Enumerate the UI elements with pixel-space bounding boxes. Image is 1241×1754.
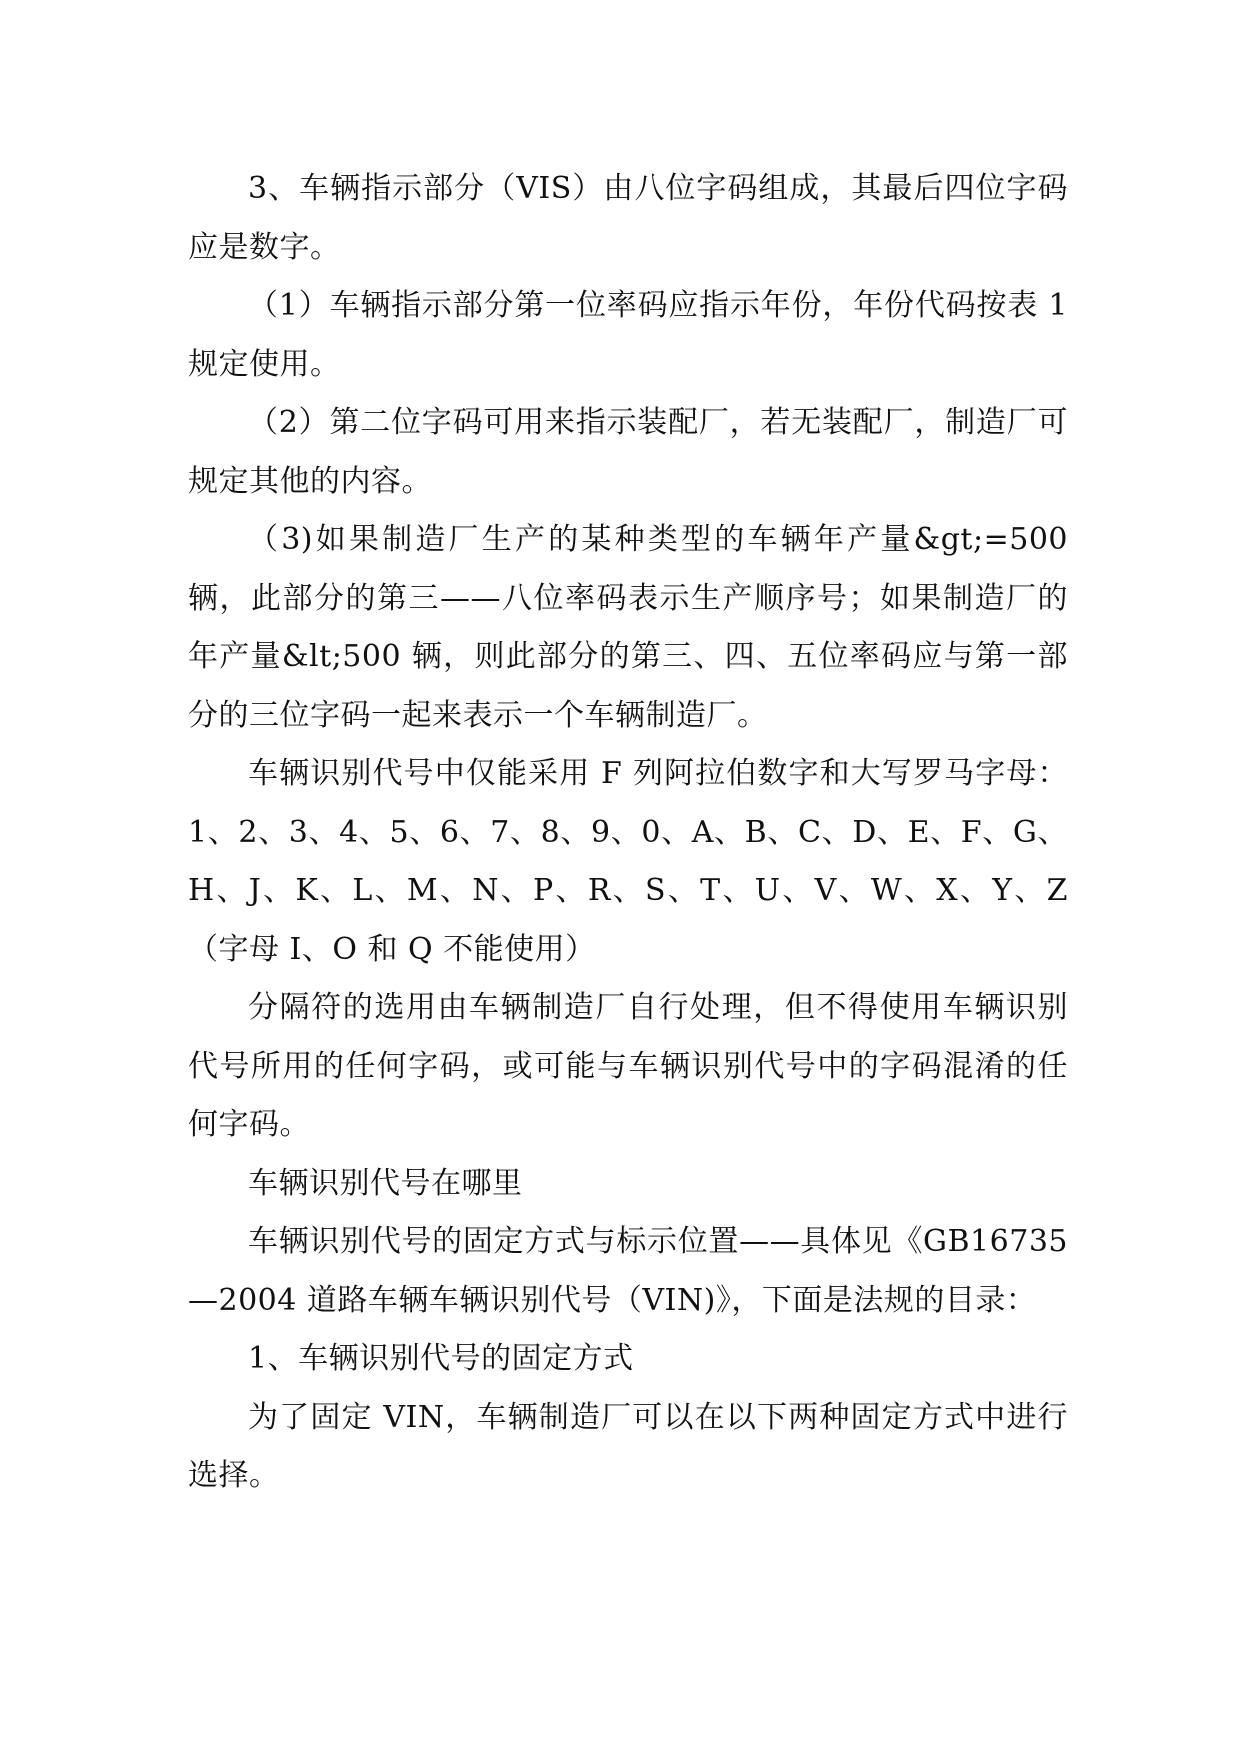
- paragraph-allowed-characters: 车辆识别代号中仅能采用 F 列阿拉伯数字和大写罗马字母：1、2、3、4、5、6、7、8、9、0、A、B、C、D、E、F、G、H、J、K、L、M、N、P、R、S、T、U、V、W、X、Y、Z（字母 I、O 和 Q 不能使用）: [188, 756, 1068, 967]
- section-heading-vin-location: 车辆识别代号在哪里: [248, 1165, 523, 1201]
- paragraph-fixing-options: 为了固定 VIN，车辆制造厂可以在以下两种固定方式中进行选择。: [188, 1399, 1068, 1493]
- paragraph-regulation-reference: 车辆识别代号的固定方式与标示位置——具体见《GB16735—2004 道路车辆车辆识别代号（VIN)》，下面是法规的目录：: [188, 1224, 1068, 1318]
- paragraph-separator: 分隔符的选用由车辆制造厂自行处理，但不得使用车辆识别代号所用的任何字码，或可能与车辆识别代号中的字码混淆的任何字码。: [188, 990, 1068, 1142]
- paragraph-assembly-plant: （2）第二位字码可用来指示装配厂，若无装配厂，制造厂可规定其他的内容。: [188, 405, 1068, 499]
- section-heading-fixing-method: 1、车辆识别代号的固定方式: [248, 1341, 634, 1376]
- paragraph-production-sequence: （3)如果制造厂生产的某种类型的车辆年产量&gt;=500 辆，此部分的第三——八位率码表示生产顺序号；如果制造厂的年产量&lt;500 辆，则此部分的第三、四、五位率码应与第一部分的三位字码一起来表示一个车辆制造厂。: [188, 522, 1068, 733]
- document-page: [188, 160, 1068, 1506]
- paragraph-year-code: （1）车辆指示部分第一位率码应指示年份，年份代码按表 1 规定使用。: [188, 288, 1068, 382]
- paragraph-vis-composition: 3、车辆指示部分（VIS）由八位字码组成，其最后四位字码应是数字。: [188, 171, 1068, 265]
